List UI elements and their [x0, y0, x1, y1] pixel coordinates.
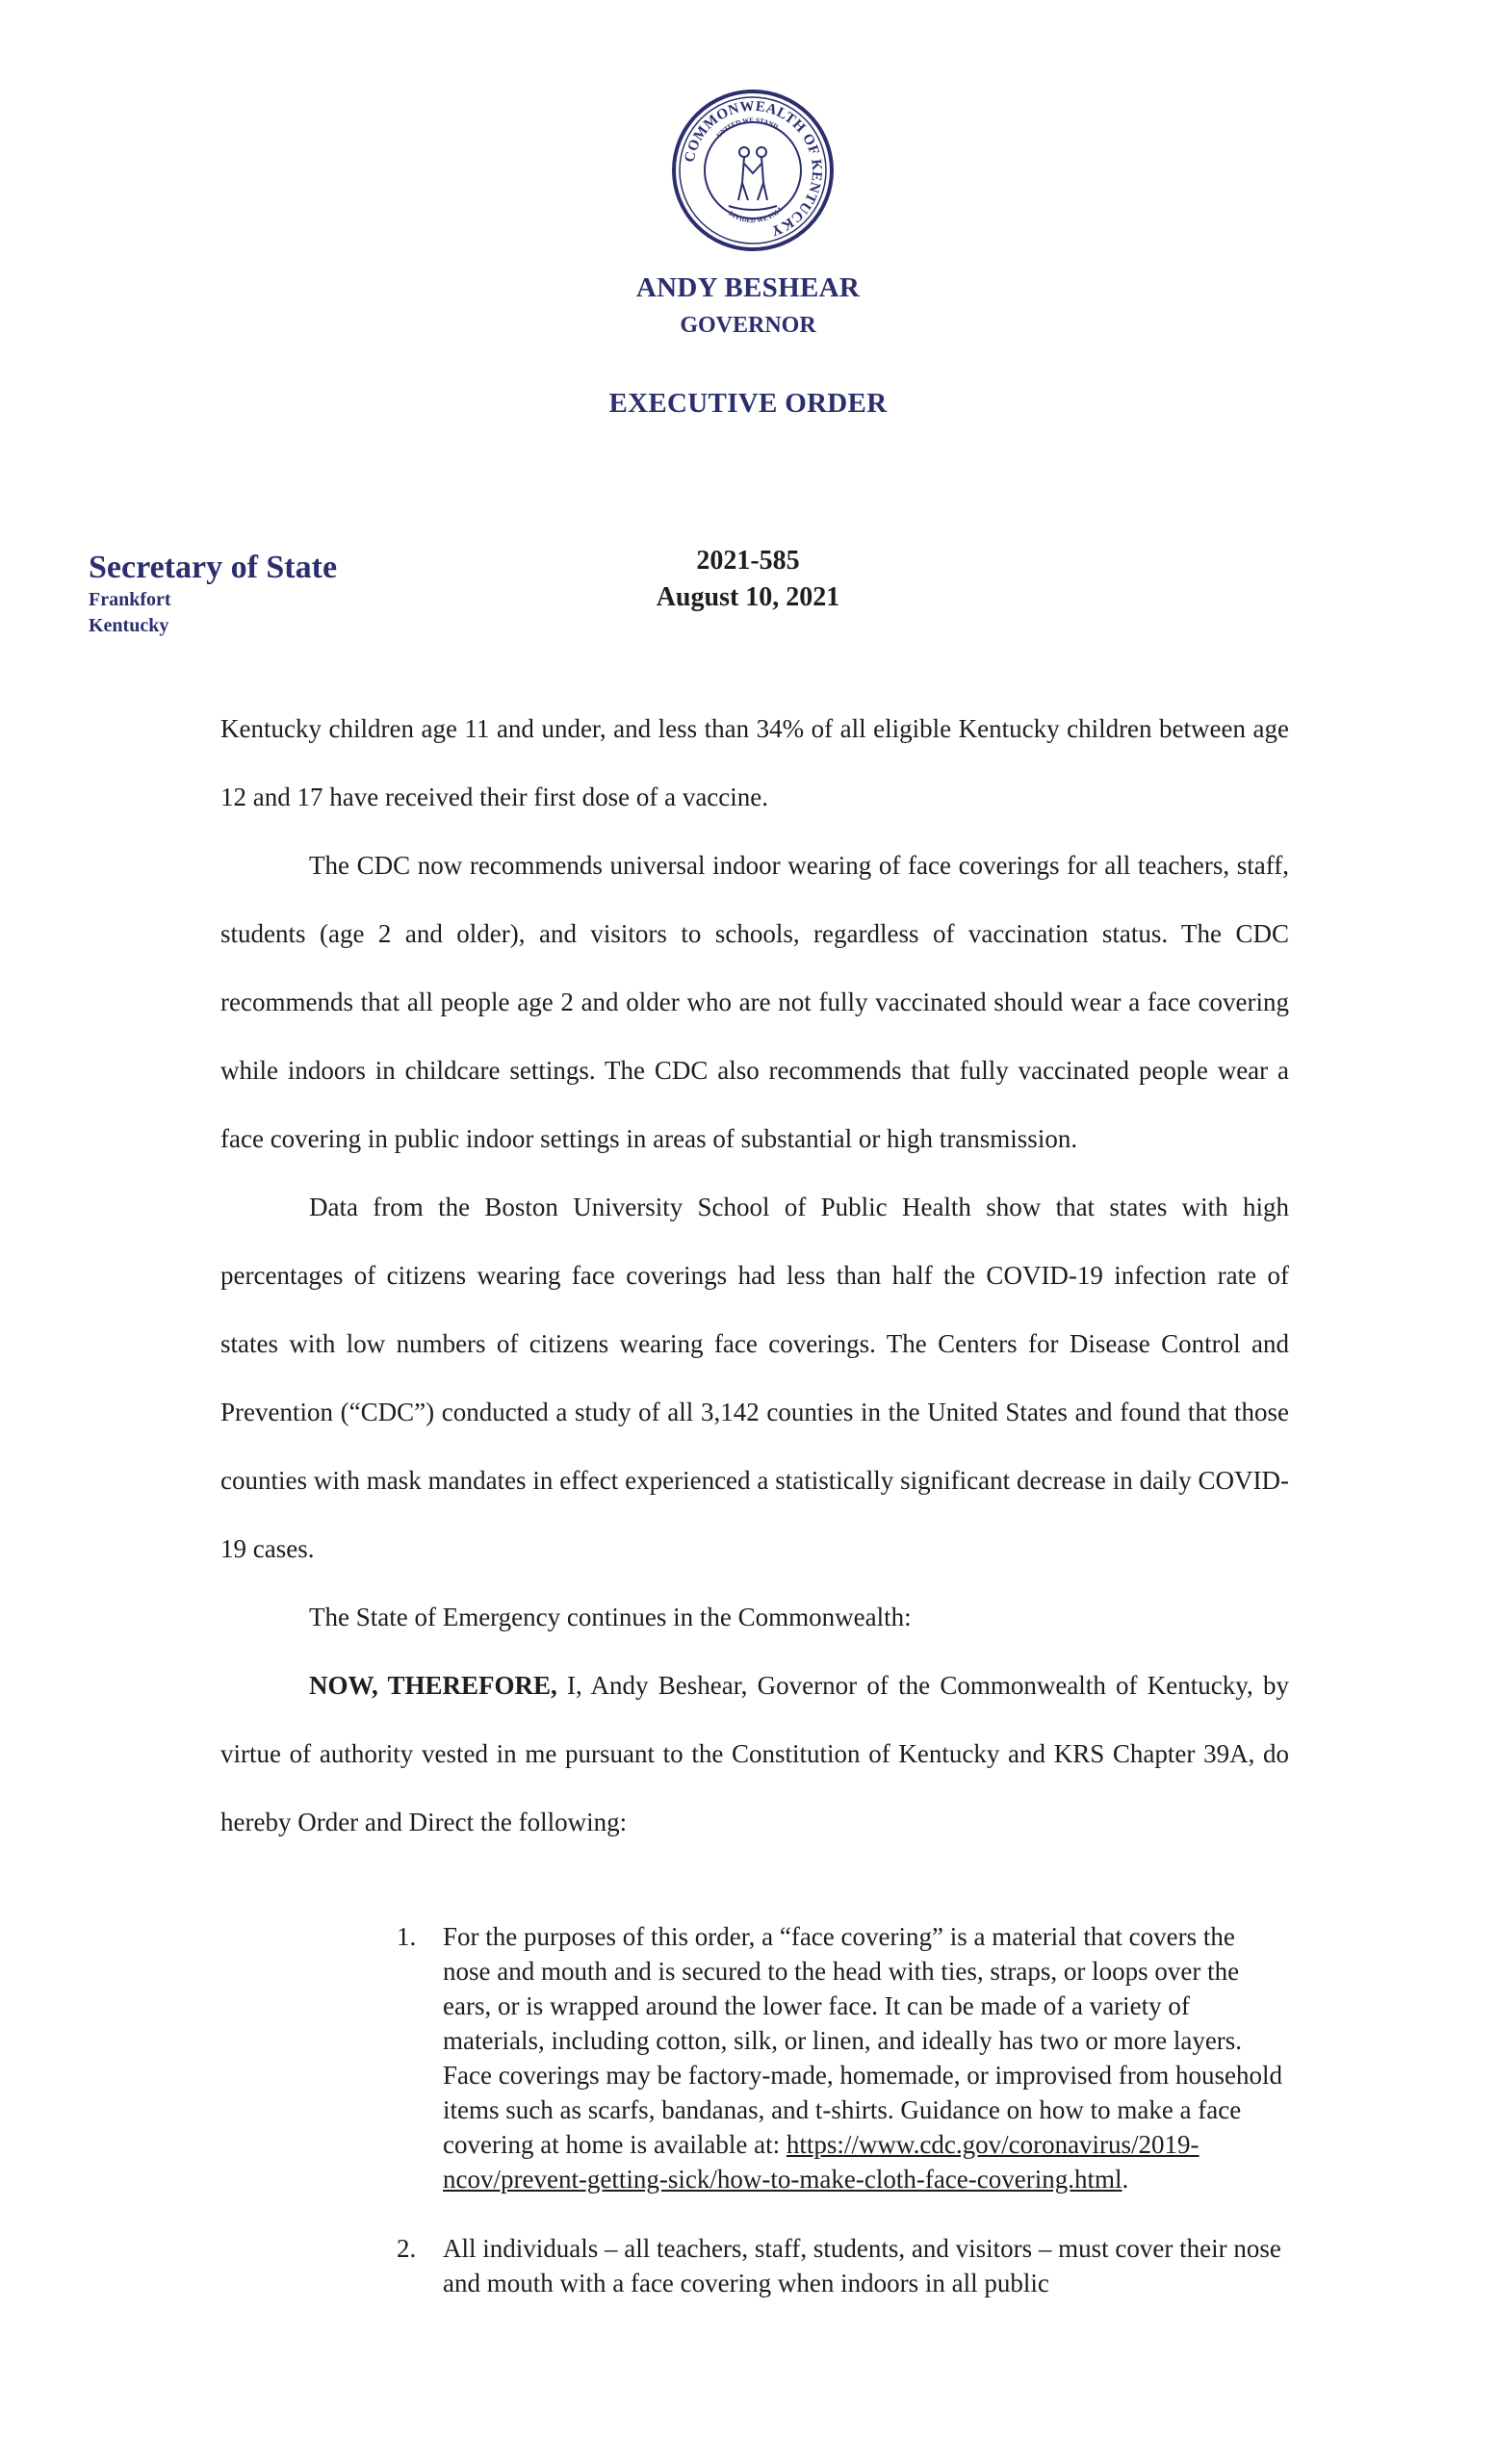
list-item-text: All individuals – all teachers, staff, students, and visitors – must cover their nose and mouth with a face covering when indoors in all public [443, 2234, 1281, 2297]
seal-outer-text: COMMONWEALTH OF KENTUCKY [682, 98, 825, 239]
cdc-face-covering-link[interactable]: https://www.cdc.gov/coronavirus/2019-ncov/prevent-getting-sick/how-to-make-cloth-face-covering.html [443, 2130, 1199, 2194]
seal-top-motto: UNITED WE STAND [714, 116, 780, 140]
secretary-city: Frankfort [89, 589, 171, 610]
order-number: 2021-585 [696, 546, 800, 576]
list-number: 2. [397, 2234, 417, 2263]
secretary-state: Kentucky [89, 615, 169, 636]
now-therefore-lead: NOW, THEREFORE, [309, 1671, 557, 1700]
list-item-text: For the purposes of this order, a “face covering” is a material that covers the nose and mouth and is secured to the head with ties, straps, or loops over the ears, or is wrapped around the lower face. It can be made of a variety of materials, including cotton, silk, or linen, and ideally has two or more layers. Face coverings may be factory-made, homemade, or improvised from household items such as scarfs, bandanas, and t-shirts. Guidance on how to make a face covering at home is available at: [443, 1922, 1282, 2159]
paragraph-data: Data from the Boston University School of Public Health show that states with high percentages of citizens wearing face coverings had less than half the COVID-19 infection rate of states with low numbers of citizens wearing face coverings. The Centers for Disease Control and Prevention (“CDC”) conducted a study of all 3,142 counties in the United States and found that those counties with mask mandates in effect experienced a statistically significant decrease in daily COVID-19 cases. [220, 1193, 1289, 1563]
seal-bottom-motto: DIVIDED WE FALL [727, 204, 786, 225]
governor-title: GOVERNOR [680, 313, 816, 338]
list-number: 1. [397, 1922, 417, 1951]
paragraph-continued: Kentucky children age 11 and under, and less than 34% of all eligible Kentucky children between age 12 and 17 have received their first dose of a vaccine. [220, 714, 1289, 811]
now-therefore-rest: I, Andy Beshear, Governor of the Commonwealth of Kentucky, by virtue of authority vested in me pursuant to the Constitution of Kentucky and KRS Chapter 39A, do hereby Order and Direct the following: [220, 1671, 1289, 1836]
order-body [220, 695, 1289, 1857]
secretary-title: Secretary of State [89, 550, 338, 585]
order-date: August 10, 2021 [656, 582, 840, 612]
list-item [397, 1919, 1282, 2196]
document-type-title: EXECUTIVE ORDER [608, 388, 888, 419]
list-item-tail: . [1122, 2165, 1129, 2194]
paragraph-state-of-emergency: The State of Emergency continues in the Commonwealth: [309, 1603, 912, 1631]
governor-name: ANDY BESHEAR [635, 272, 861, 303]
order-directives-list [397, 1919, 1282, 2335]
paragraph-now-therefore [220, 1652, 1289, 1857]
paragraph-cdc-recommendations: The CDC now recommends universal indoor wearing of face coverings for all teachers, staff, students (age 2 and older), and visitors to schools, regardless of vaccination status. The CDC recommends that all people age 2 and older who are not fully vaccinated should wear a face covering while indoors in childcare settings. The CDC also recommends that fully vaccinated people wear a face covering in public indoor settings in areas of substantial or high transmission. [220, 851, 1289, 1153]
list-item [397, 2231, 1282, 2300]
kentucky-seal-icon [671, 89, 835, 252]
